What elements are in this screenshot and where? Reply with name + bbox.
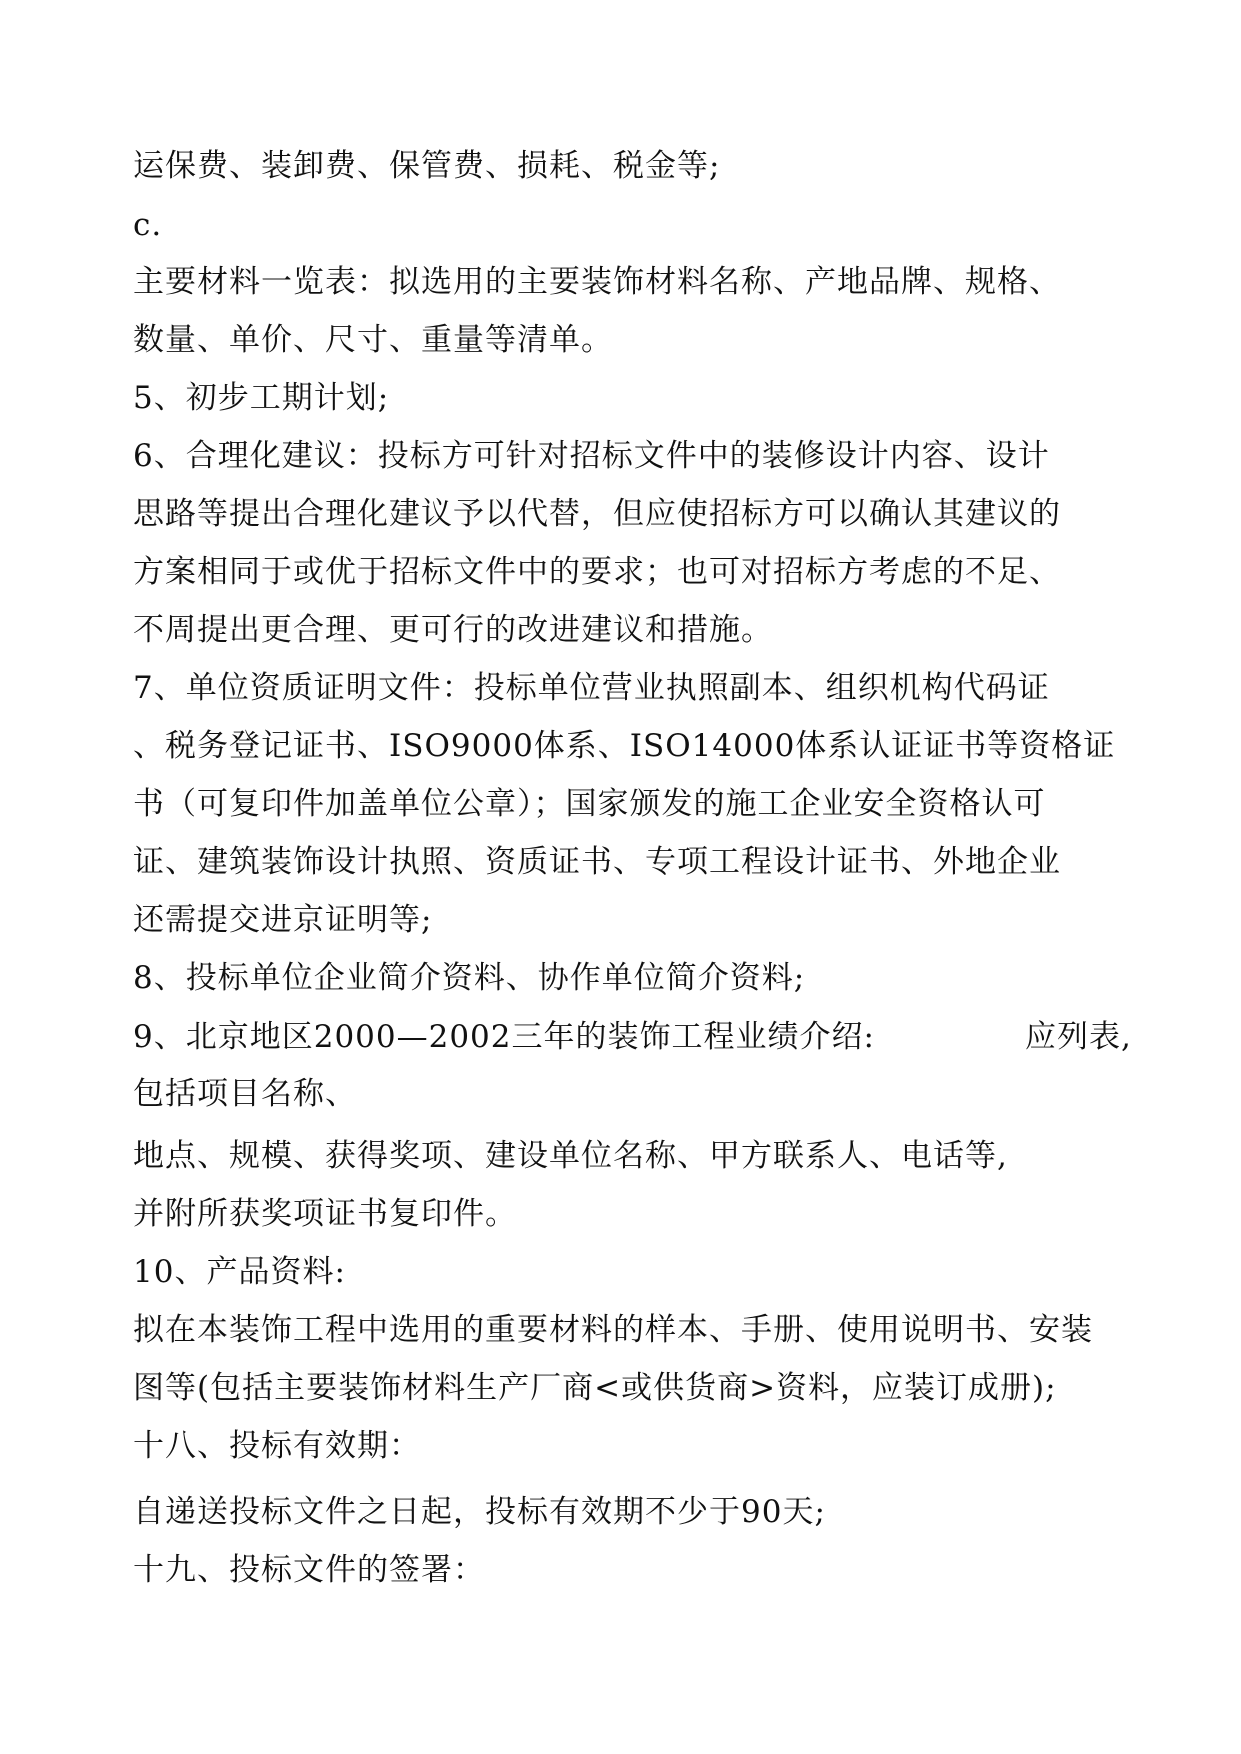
text-line bbox=[133, 1017, 1133, 1057]
text-line: 8、投标单位企业简介资料、协作单位简介资料; bbox=[133, 960, 806, 996]
text-line: 方案相同于或优于招标文件中的要求；也可对招标方考虑的不足、 bbox=[133, 554, 1061, 590]
text-line: 并附所获奖项证书复印件。 bbox=[133, 1196, 517, 1232]
text-line: 还需提交进京证明等; bbox=[133, 902, 433, 938]
text-line: 数量、单价、尺寸、重量等清单。 bbox=[133, 322, 613, 358]
text-line: 包括项目名称、 bbox=[133, 1076, 357, 1112]
text-line: 证、建筑装饰设计执照、资质证书、专项工程设计证书、外地企业 bbox=[133, 844, 1061, 880]
text-line: 6、合理化建议：投标方可针对招标文件中的装修设计内容、设计 bbox=[133, 438, 1050, 474]
text-segment: 应列表, bbox=[1024, 1019, 1132, 1055]
section-heading: 十九、投标文件的签署： bbox=[133, 1552, 485, 1588]
text-line: 思路等提出合理化建议予以代替，但应使招标方可以确认其建议的 bbox=[133, 496, 1061, 532]
text-segment: 9、北京地区2000—2002三年的装饰工程业绩介绍: bbox=[133, 1019, 875, 1055]
text-line: c. bbox=[133, 207, 163, 243]
text-line: 7、单位资质证明文件：投标单位营业执照副本、组织机构代码证 bbox=[133, 670, 1050, 706]
text-line: 5、初步工期计划; bbox=[133, 380, 390, 416]
text-line: 书（可复印件加盖单位公章）；国家颁发的施工企业安全资格认可 bbox=[133, 786, 1046, 822]
text-line: 10、产品资料: bbox=[133, 1254, 346, 1290]
text-line: 不周提出更合理、更可行的改进建议和措施。 bbox=[133, 612, 773, 648]
text-line: 运保费、装卸费、保管费、损耗、税金等; bbox=[133, 148, 721, 184]
text-line: 地点、规模、获得奖项、建设单位名称、甲方联系人、电话等, bbox=[133, 1138, 1008, 1174]
text-line: 主要材料一览表：拟选用的主要装饰材料名称、产地品牌、规格、 bbox=[133, 264, 1061, 300]
text-line: 、税务登记证书、ISO9000体系、ISO14000体系认证证书等资格证 bbox=[133, 728, 1116, 764]
section-heading: 十八、投标有效期： bbox=[133, 1428, 421, 1464]
text-line: 自递送投标文件之日起，投标有效期不少于90天; bbox=[133, 1494, 826, 1530]
text-line: 拟在本装饰工程中选用的重要材料的样本、手册、使用说明书、安装 bbox=[133, 1312, 1093, 1348]
text-line: 图等(包括主要装饰材料生产厂商<或供货商>资料，应装订成册); bbox=[133, 1370, 1057, 1406]
